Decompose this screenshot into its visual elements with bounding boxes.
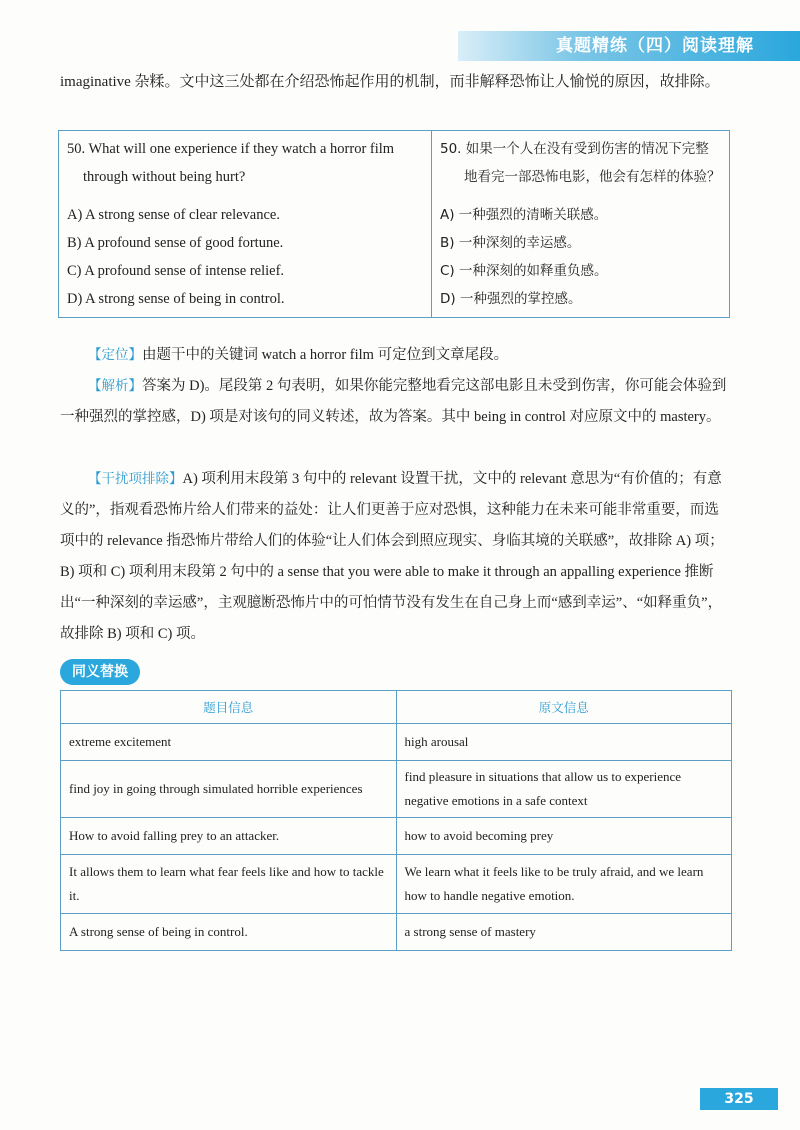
explain-tag: 【解析】 [88,378,142,394]
question-info-cell: extreme excitement [61,724,397,761]
option-d-cn: D) 一种强烈的掌控感。 [440,291,582,307]
option-c-en: C) A profound sense of intense relief. [67,263,285,279]
synonym-table [60,690,732,951]
option-a-cn: A) 一种强烈的清晰关联感。 [440,207,608,223]
question-info-cell: It allows them to learn what fear feels like and how to tackle it. [61,855,397,914]
locate-text: 由题干中的关键词 watch a horror film 可定位到文章尾段。 [142,347,509,363]
locate-tag: 【定位】 [88,347,142,363]
option-b-cn: B) 一种深刻的幸运感。 [440,235,581,251]
table-row [61,724,732,761]
source-info-cell: how to avoid becoming prey [396,818,732,855]
distractor-tag: 【干扰项排除】 [88,471,183,487]
source-info-cell: high arousal [396,724,732,761]
explain-text: 答案为 D)。尾段第 2 句表明，如果你能完整地看完这部电影且未受到伤害，你可能会体验到一种强烈的掌控感，D) 项是对该句的同义转述，故为答案。其中 being in control 对应原文中的 mastery。 [60,378,727,425]
option-c-cn: C) 一种深刻的如释重负感。 [440,263,608,279]
table-row [61,855,732,914]
distractor-paragraph [60,464,732,650]
source-info-cell: a strong sense of mastery [396,914,732,951]
table-row [61,818,732,855]
table-row [61,761,732,818]
explain-paragraph [60,371,732,433]
synonym-pill: 同义替换 [60,659,140,685]
header-source-info: 原文信息 [396,691,732,724]
source-info-cell: We learn what it feels like to be truly afraid, and we learn how to handle negative emotion. [396,855,732,914]
question-info-cell: How to avoid falling prey to an attacker. [61,818,397,855]
question-chinese [432,131,730,318]
section-title: 真题精练（四）阅读理解 [556,36,754,56]
question-info-cell: find joy in going through simulated horrible experiences [61,761,397,818]
option-a-en: A) A strong sense of clear relevance. [67,207,280,223]
option-d-en: D) A strong sense of being in control. [67,291,285,307]
intro-paragraph: imaginative 杂糅。文中这三处都在介绍恐怖起作用的机制，而非解释恐怖让人愉悦的原因，故排除。 [60,74,720,90]
question-stem-en: 50. What will one experience if they watch a horror film through without being hurt? [67,141,395,185]
option-b-en: B) A profound sense of good fortune. [67,235,284,251]
page-number: 325 [700,1088,778,1110]
source-info-cell: find pleasure in situations that allow us to experience negative emotions in a safe context [396,761,732,818]
distractor-text: A) 项利用末段第 3 句中的 relevant 设置干扰，文中的 relevant 意思为“有价值的；有意义的”，指观看恐怖片给人们带来的益处：让人们更善于应对恐惧，这种能力在未来可能非常重要，而选项中的 relevance 指恐怖片带给人们的体验“让人们体会到照应现实、身临其境的关联感”，故排除 A) 项；B) 项和 C) 项利用末段第 2 句中的 a sense that you were able to make it through an appalling experience 推断出“一种深刻的幸运感”，主观臆断恐怖片中的可怕情节没有发生在自己身上而“感到幸运”、“如释重负”，故排除 B) 项和 C) 项。 [60,471,724,642]
table-row [61,914,732,951]
header-question-info: 题目信息 [61,691,397,724]
question-table [58,130,730,318]
locate-paragraph [60,340,732,371]
question-stem-cn: 50. 如果一个人在没有受到伤害的情况下完整地看完一部恐怖电影，他会有怎样的体验？ [440,141,721,185]
question-english [59,131,432,318]
question-info-cell: A strong sense of being in control. [61,914,397,951]
